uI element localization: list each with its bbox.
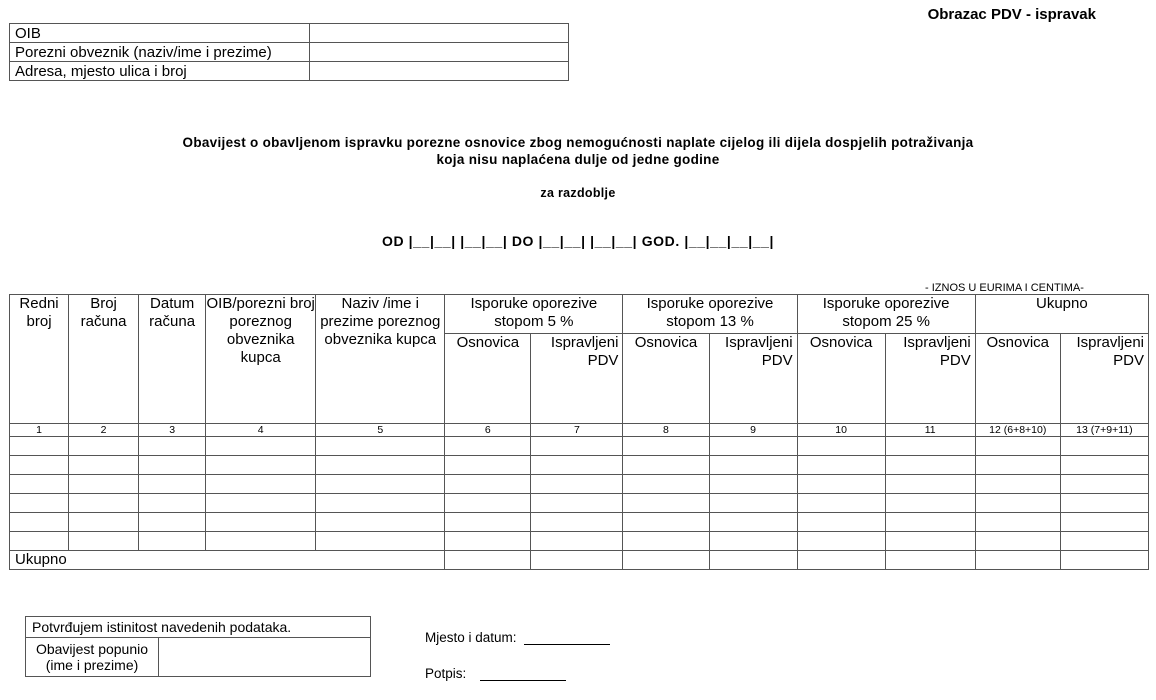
table-cell[interactable]	[1060, 456, 1148, 475]
sub-header-osnovica: Osnovica	[623, 334, 709, 424]
table-cell[interactable]	[316, 494, 445, 513]
sub-header-pdv: Ispravljeni PDV	[709, 334, 797, 424]
table-cell[interactable]	[1060, 494, 1148, 513]
table-cell[interactable]	[69, 513, 139, 532]
total-cell[interactable]	[709, 551, 797, 570]
table-cell[interactable]	[445, 437, 531, 456]
table-cell[interactable]	[623, 532, 709, 551]
total-cell[interactable]	[885, 551, 975, 570]
period-label: za razdoblje	[540, 186, 616, 200]
filled-by-label: Obavijest popunio (ime i prezime)	[26, 638, 159, 677]
table-row	[10, 532, 1149, 551]
table-cell[interactable]	[797, 475, 885, 494]
confirmation-statement-row	[26, 617, 371, 638]
confirmation-statement: Potvrđujem istinitost navedenih podataka.	[26, 617, 371, 638]
col-header-datum-racuna: Datum računa	[139, 295, 206, 424]
column-number: 3	[139, 424, 206, 437]
taxpayer-row	[10, 43, 569, 62]
table-cell[interactable]	[623, 494, 709, 513]
table-row	[10, 494, 1149, 513]
table-cell[interactable]	[206, 475, 316, 494]
total-cell[interactable]	[1060, 551, 1148, 570]
column-number: 10	[797, 424, 885, 437]
table-cell[interactable]	[975, 456, 1060, 475]
table-cell[interactable]	[797, 513, 885, 532]
table-cell[interactable]	[531, 532, 623, 551]
column-number: 5	[316, 424, 445, 437]
table-cell[interactable]	[206, 532, 316, 551]
column-number: 6	[445, 424, 531, 437]
table-cell[interactable]	[709, 532, 797, 551]
total-cell[interactable]	[623, 551, 709, 570]
group-header-total: Ukupno	[975, 295, 1148, 334]
document-title-line2: koja nisu naplaćena dulje od jedne godine	[436, 152, 720, 167]
table-cell[interactable]	[139, 437, 206, 456]
table-cell[interactable]	[709, 513, 797, 532]
col-header-naziv-kupca: Naziv /ime i prezime poreznog obveznika kupca	[316, 295, 445, 424]
table-cell[interactable]	[445, 494, 531, 513]
column-number: 7	[531, 424, 623, 437]
table-cell[interactable]	[316, 532, 445, 551]
table-cell[interactable]	[709, 494, 797, 513]
table-cell[interactable]	[1060, 532, 1148, 551]
table-cell[interactable]	[531, 456, 623, 475]
col-header-broj-racuna: Broj računa	[69, 295, 139, 424]
total-cell[interactable]	[975, 551, 1060, 570]
table-cell[interactable]	[69, 494, 139, 513]
table-row	[10, 437, 1149, 456]
table-cell[interactable]	[10, 494, 69, 513]
table-cell[interactable]	[623, 513, 709, 532]
taxpayer-value-cell[interactable]	[310, 43, 569, 62]
table-cell[interactable]	[531, 513, 623, 532]
oib-value-cell[interactable]	[310, 24, 569, 43]
column-number: 9	[709, 424, 797, 437]
total-cell[interactable]	[531, 551, 623, 570]
table-cell[interactable]	[69, 456, 139, 475]
col-header-redni-broj: Redni broj	[10, 295, 69, 424]
table-cell[interactable]	[139, 532, 206, 551]
address-label: Adresa, mjesto ulica i broj	[10, 62, 310, 81]
column-number: 2	[69, 424, 139, 437]
table-cell[interactable]	[1060, 513, 1148, 532]
identity-table	[9, 23, 569, 81]
table-cell[interactable]	[975, 437, 1060, 456]
table-cell[interactable]	[10, 456, 69, 475]
table-cell[interactable]	[139, 494, 206, 513]
table-cell[interactable]	[885, 513, 975, 532]
table-cell[interactable]	[206, 494, 316, 513]
form-code: Obrazac PDV - ispravak	[927, 6, 1096, 23]
table-cell[interactable]	[797, 456, 885, 475]
place-date-label: Mjesto i datum:	[425, 630, 517, 645]
address-row	[10, 62, 569, 81]
table-cell[interactable]	[206, 513, 316, 532]
table-cell[interactable]	[139, 475, 206, 494]
oib-row	[10, 24, 569, 43]
column-number: 4	[206, 424, 316, 437]
table-cell[interactable]	[10, 475, 69, 494]
column-number: 12 (6+8+10)	[975, 424, 1060, 437]
table-cell[interactable]	[885, 437, 975, 456]
table-cell[interactable]	[10, 513, 69, 532]
total-row	[10, 551, 1149, 570]
table-cell[interactable]	[445, 532, 531, 551]
col-header-oib-kupca: OIB/porezni broj poreznog obveznika kupca	[206, 295, 316, 424]
table-row	[10, 513, 1149, 532]
sub-header-pdv: Ispravljeni PDV	[1060, 334, 1148, 424]
table-cell[interactable]	[10, 532, 69, 551]
table-cell[interactable]	[797, 437, 885, 456]
place-date-input-line[interactable]	[524, 630, 610, 645]
table-cell[interactable]	[709, 475, 797, 494]
table-cell[interactable]	[975, 513, 1060, 532]
table-cell[interactable]	[531, 494, 623, 513]
sub-header-pdv: Ispravljeni PDV	[531, 334, 623, 424]
header-row-1	[10, 295, 1149, 334]
filled-by-row	[26, 638, 371, 677]
address-value-cell[interactable]	[310, 62, 569, 81]
table-cell[interactable]	[206, 437, 316, 456]
period-fields: OD |__|__| |__|__| DO |__|__| |__|__| GOD. |__|__|__|__|	[381, 233, 775, 249]
column-number: 8	[623, 424, 709, 437]
table-cell[interactable]	[445, 513, 531, 532]
table-cell[interactable]	[69, 475, 139, 494]
table-cell[interactable]	[885, 532, 975, 551]
confirmation-box	[25, 616, 371, 677]
table-cell[interactable]	[531, 475, 623, 494]
total-row-label: Ukupno	[10, 551, 445, 570]
table-cell[interactable]	[885, 456, 975, 475]
document-title-line1: Obavijest o obavljenom ispravku porezne osnovice zbog nemogućnosti naplate cijelog ili dijela dospjelih potraživanja	[182, 135, 974, 150]
table-cell[interactable]	[139, 456, 206, 475]
column-number-row	[10, 424, 1149, 437]
table-cell[interactable]	[797, 532, 885, 551]
sub-header-pdv: Ispravljeni PDV	[885, 334, 975, 424]
table-cell[interactable]	[975, 532, 1060, 551]
table-cell[interactable]	[316, 475, 445, 494]
table-cell[interactable]	[316, 513, 445, 532]
column-number: 1	[10, 424, 69, 437]
total-cell[interactable]	[797, 551, 885, 570]
table-cell[interactable]	[531, 437, 623, 456]
table-cell[interactable]	[1060, 437, 1148, 456]
table-cell[interactable]	[885, 475, 975, 494]
oib-label: OIB	[10, 24, 310, 43]
place-date-field	[425, 630, 610, 645]
signature-input-line[interactable]	[480, 666, 566, 681]
group-header-5: Isporuke oporezive stopom 5 %	[445, 295, 623, 334]
table-cell[interactable]	[623, 456, 709, 475]
table-cell[interactable]	[316, 437, 445, 456]
table-cell[interactable]	[709, 437, 797, 456]
table-cell[interactable]	[623, 437, 709, 456]
table-cell[interactable]	[1060, 475, 1148, 494]
group-header-25: Isporuke oporezive stopom 25 %	[797, 295, 975, 334]
table-cell[interactable]	[709, 456, 797, 475]
table-row	[10, 456, 1149, 475]
sub-header-osnovica: Osnovica	[797, 334, 885, 424]
table-cell[interactable]	[975, 475, 1060, 494]
signature-field	[425, 666, 566, 681]
table-cell[interactable]	[797, 494, 885, 513]
sub-header-osnovica: Osnovica	[445, 334, 531, 424]
table-cell[interactable]	[975, 494, 1060, 513]
group-header-13: Isporuke oporezive stopom 13 %	[623, 295, 797, 334]
sub-header-osnovica: Osnovica	[975, 334, 1060, 424]
table-cell[interactable]	[69, 532, 139, 551]
column-number: 11	[885, 424, 975, 437]
currency-note: - IZNOS U EURIMA I CENTIMA-	[925, 282, 1084, 294]
corrections-table	[9, 294, 1149, 570]
total-cell[interactable]	[445, 551, 531, 570]
table-cell[interactable]	[139, 513, 206, 532]
table-cell[interactable]	[69, 437, 139, 456]
filled-by-value-cell[interactable]	[159, 638, 371, 677]
signature-label: Potpis:	[425, 666, 467, 681]
table-cell[interactable]	[885, 494, 975, 513]
table-row	[10, 475, 1149, 494]
column-number: 13 (7+9+11)	[1060, 424, 1148, 437]
table-cell[interactable]	[206, 456, 316, 475]
table-cell[interactable]	[445, 456, 531, 475]
table-cell[interactable]	[316, 456, 445, 475]
table-cell[interactable]	[10, 437, 69, 456]
taxpayer-label: Porezni obveznik (naziv/ime i prezime)	[10, 43, 310, 62]
table-cell[interactable]	[445, 475, 531, 494]
table-cell[interactable]	[623, 475, 709, 494]
